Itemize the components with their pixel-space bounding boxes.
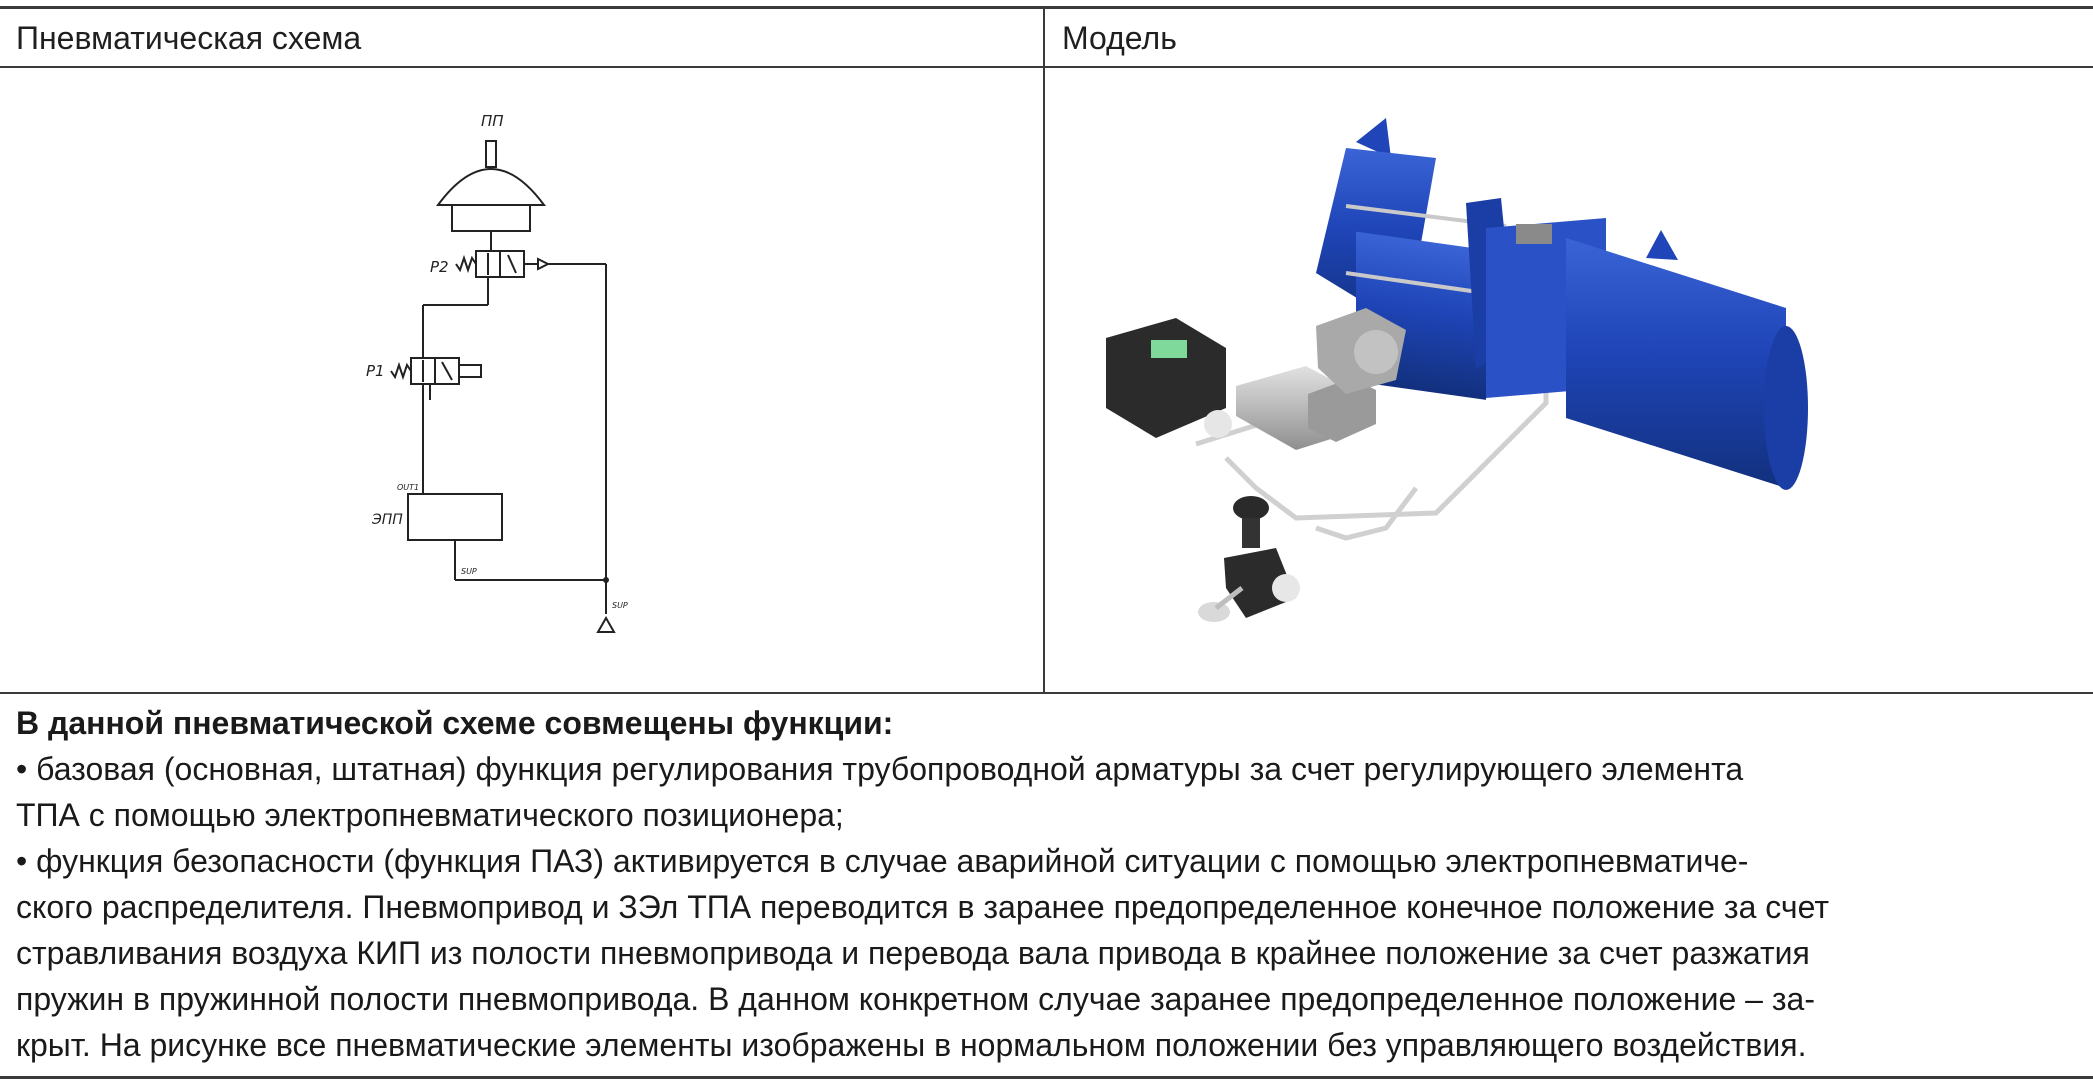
positioner	[1106, 318, 1232, 438]
description-title: В данной пневматической схеме совмещены функции:	[16, 705, 894, 741]
pneumatic-scheme-panel	[0, 68, 1043, 692]
model-panel	[1046, 68, 2093, 692]
column-divider-line	[1043, 6, 1045, 694]
description-item2-line4: пружин в пружинной полости пневмопривода. В данном конкретном случае заранее предопределенное положение – за-	[16, 981, 1815, 1017]
table-bottom-line	[0, 692, 2093, 694]
label-pp: ПП	[481, 112, 504, 130]
description-item2-line3: стравливания воздуха КИП из полости пневмопривода и перевода вала привода в крайнее положение за счет разжатия	[16, 935, 1810, 971]
pneumatic-actuator	[1316, 118, 1808, 490]
pp-stem	[486, 141, 496, 167]
label-sup-right: SUP	[612, 601, 628, 610]
page-bottom-line	[0, 1076, 2093, 1079]
epp-block	[408, 494, 502, 540]
header-model: Модель	[1062, 20, 1177, 56]
actuator-dome	[438, 169, 544, 205]
table-top-line	[0, 6, 2093, 9]
label-p2: Р2	[430, 258, 449, 276]
actuator-model-illustration	[1046, 68, 2093, 692]
label-out1: OUT1	[397, 483, 420, 492]
actuator-body	[452, 205, 530, 231]
pneumatic-scheme-diagram	[0, 68, 1043, 692]
label-p1: Р1	[366, 362, 385, 380]
description-item1-line1: • базовая (основная, штатная) функция регулирования трубопроводной арматуры за счет регулирующего элемента	[16, 751, 1744, 787]
description-block	[16, 700, 2076, 1068]
description-item2-line1: • функция безопасности (функция ПАЗ) активируется в случае аварийной ситуации с помощью электропневматиче-	[16, 843, 1749, 879]
header-pneumatic-scheme: Пневматическая схема	[16, 20, 362, 56]
description-item1-line2: ТПА с помощью электропневматического позиционера;	[16, 797, 844, 833]
description-item2-line2: ского распределителя. Пневмопривод и ЗЭл ТПА переводится в заранее предопределенное конечное положение за счет	[16, 889, 1829, 925]
description-item2-line5: крыт. На рисунке все пневматические элементы изображены в нормальном положении без управляющего воздействия.	[16, 1027, 1807, 1063]
label-sup-left: SUP	[461, 567, 477, 576]
filter-regulator	[1198, 496, 1300, 622]
label-epp: ЭПП	[372, 512, 403, 528]
